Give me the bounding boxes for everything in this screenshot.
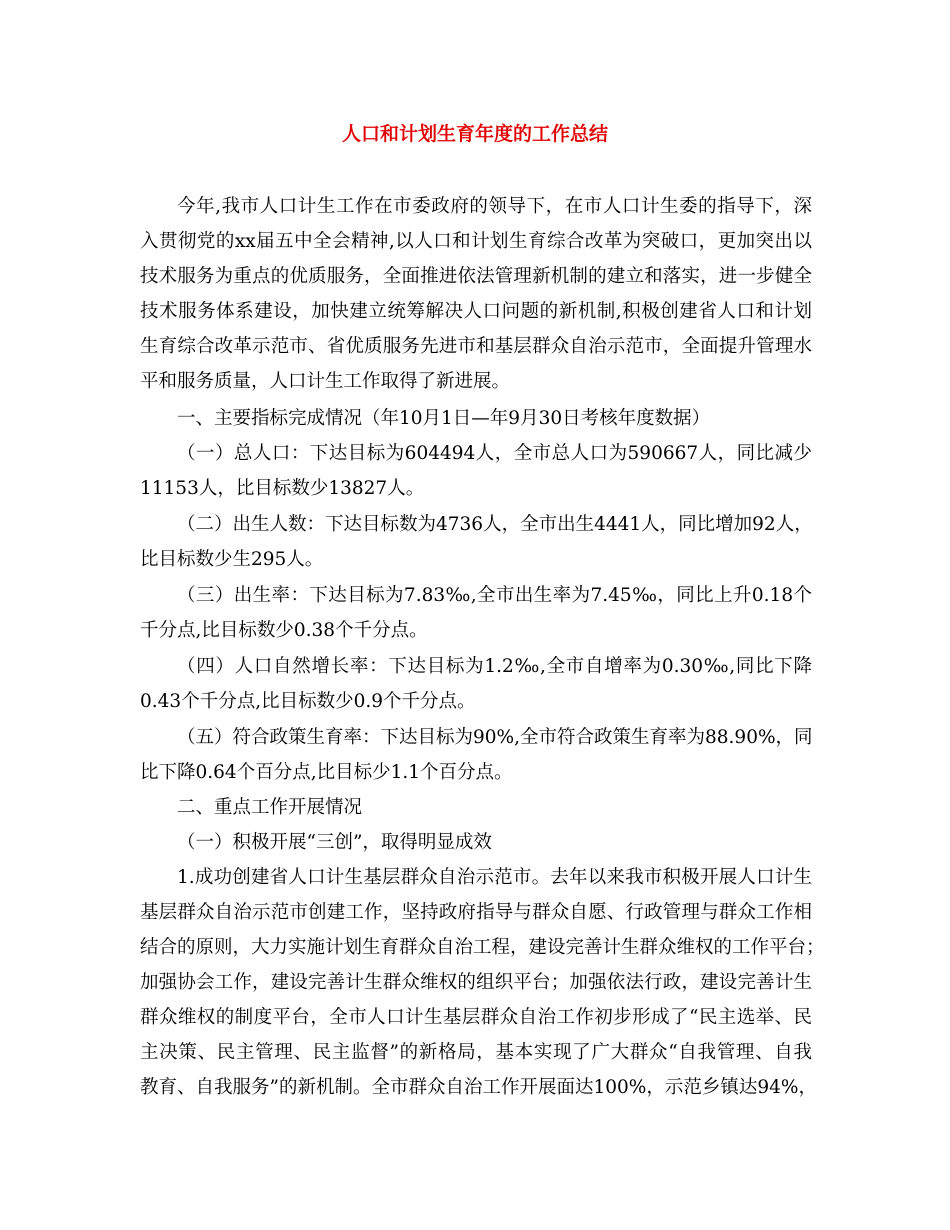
paragraph-line: 平和服务质量，人口计生工作取得了新进展。 (140, 371, 511, 392)
section-heading: 二、重点工作开展情况 (177, 797, 363, 818)
paragraph-line: （四）人口自然增长率：下达目标为1.2‰,全市自增率为0.30‰,同比下降 (177, 656, 812, 677)
paragraph-line: 技术服务体系建设，加快建立统筹解决人口问题的新机制,积极创建省人口和计划 (140, 301, 812, 322)
paragraph-line: 比下降0.64个百分点,比目标少1.1个百分点。 (140, 762, 513, 783)
paragraph-line: 群众维权的制度平台，全市人口计生基层群众自治工作初步形成了“民主选举、民 (140, 1007, 812, 1028)
paragraph-line: 11153人，比目标数少13827人。 (140, 478, 425, 499)
paragraph-line: 主决策、民主管理、民主监督”的新格局，基本实现了广大群众“自我管理、自我 (140, 1042, 812, 1063)
paragraph-line: 生育综合改革示范市、省优质服务先进市和基层群众自治示范市，全面提升管理水 (140, 336, 812, 357)
paragraph-line: （二）出生人数：下达目标数为4736人，全市出生4441人，同比增加92人， (177, 514, 813, 535)
paragraph-line: （三）出生率：下达目标为7.83‰,全市出生率为7.45‰，同比上升0.18个 (177, 585, 812, 606)
section-heading: 一、主要指标完成情况（年10月1日—年9月30日考核年度数据） (177, 408, 711, 429)
paragraph-line: 0.43个千分点,比目标数少0.9个千分点。 (140, 691, 476, 712)
subsection-heading: （一）积极开展“三创”，取得明显成效 (177, 832, 492, 853)
paragraph-line: 1.成功创建省人口计生基层群众自治示范市。去年以来我市积极开展人口计生 (177, 867, 812, 888)
paragraph-line: 千分点,比目标数少0.38个千分点。 (140, 620, 428, 641)
paragraph-line: 入贯彻党的xx届五中全会精神,以人口和计划生育综合改革为突破口，更加突出以 (140, 231, 812, 252)
paragraph-line: （一）总人口：下达目标为604494人，全市总人口为590667人，同比减少 (177, 443, 812, 464)
paragraph-line: 加强协会工作，建设完善计生群众维权的组织平台；加强依法行政，建设完善计生 (140, 972, 812, 993)
paragraph-line: 技术服务为重点的优质服务，全面推进依法管理新机制的建立和落实，进一步健全 (140, 266, 812, 287)
paragraph-line: 今年,我市人口计生工作在市委政府的领导下，在市人口计生委的指导下，深 (177, 196, 812, 217)
paragraph-line: 比目标数少生295人。 (140, 549, 324, 570)
paragraph-line: 结合的原则，大力实施计划生育群众自治工程，建设完善计生群众维权的工作平台； (140, 937, 825, 958)
paragraph-line: 教育、自我服务”的新机制。全市群众自治工作开展面达100%，示范乡镇达94%， (140, 1077, 817, 1098)
paragraph-line: 基层群众自治示范市创建工作，坚持政府指导与群众自愿、行政管理与群众工作相 (140, 902, 812, 923)
paragraph-line: （五）符合政策生育率：下达目标为90%,全市符合政策生育率为88.90%，同 (177, 727, 813, 748)
document-title: 人口和计划生育年度的工作总结 (341, 123, 608, 145)
